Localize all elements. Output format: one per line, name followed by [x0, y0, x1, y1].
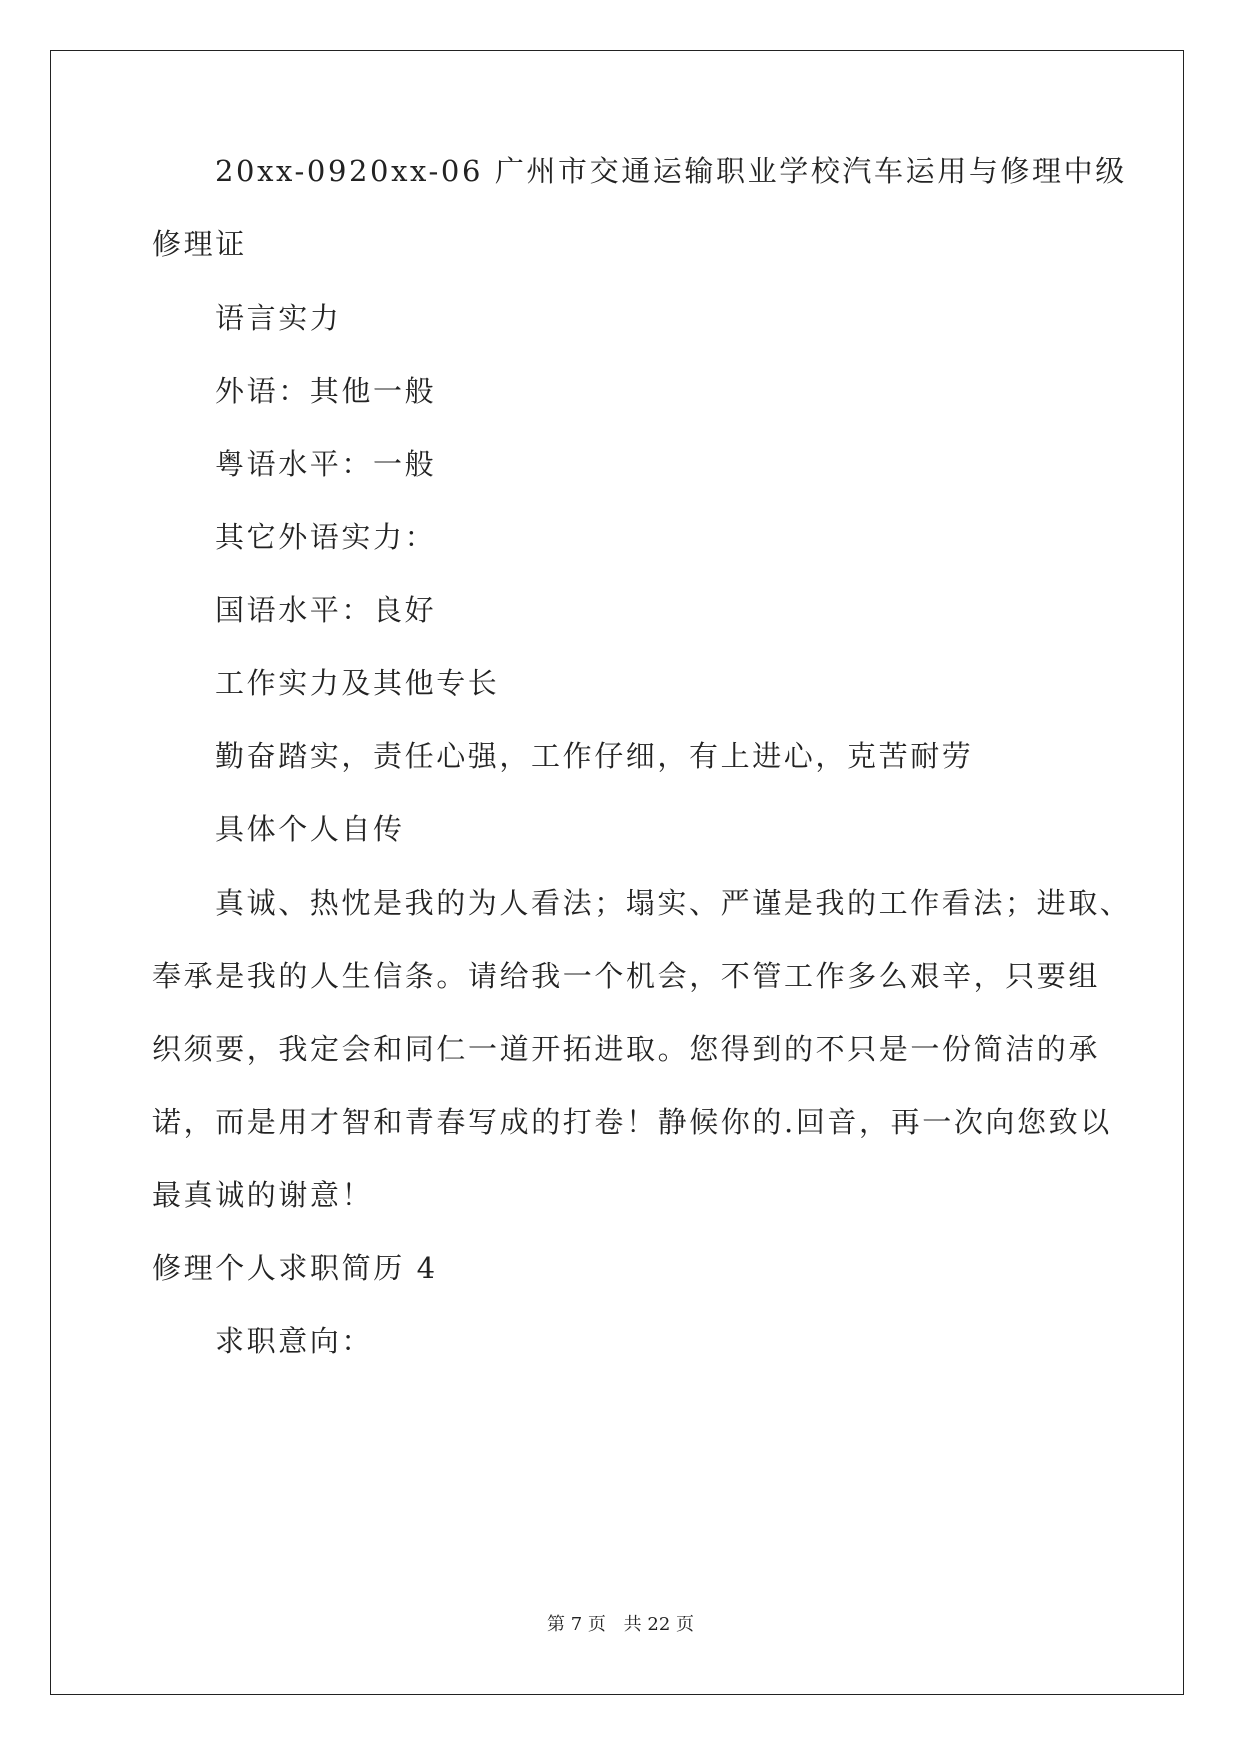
- text-line: 粤语水平：一般: [215, 447, 437, 481]
- page-total: 共 22 页: [623, 1614, 694, 1635]
- document-subtitle: 修理个人求职简历 4: [152, 1251, 438, 1285]
- page-border: [50, 50, 1184, 1695]
- text-line: 织须要，我定会和同仁一道开拓进取。您得到的不只是一份简洁的承: [152, 1032, 1101, 1066]
- text-line: 国语水平：良好: [215, 593, 437, 627]
- text-line: 求职意向：: [215, 1324, 374, 1358]
- section-heading: 工作实力及其他专长: [215, 666, 500, 700]
- section-heading: 语言实力: [215, 301, 342, 335]
- text-line: 勤奋踏实，责任心强，工作仔细，有上进心，克苦耐劳: [215, 739, 974, 773]
- text-line: 最真诚的谢意！: [152, 1178, 374, 1212]
- text-line: 奉承是我的人生信条。请给我一个机会，不管工作多么艰辛，只要组: [152, 959, 1101, 993]
- text-line: 诺，而是用才智和青春写成的打卷！静候你的.回音，再一次向您致以: [152, 1105, 1112, 1139]
- text-line: 真诚、热忱是我的为人看法；塌实、严谨是我的工作看法；进取、: [215, 886, 1132, 920]
- text-line: 修理证: [152, 227, 247, 261]
- text-line: 其它外语实力：: [215, 520, 437, 554]
- text-line: 外语：其他一般: [215, 374, 437, 408]
- section-heading: 具体个人自传: [215, 812, 405, 846]
- page-number: 第 7 页: [547, 1614, 606, 1635]
- text-line: 20xx-0920xx-06 广州市交通运输职业学校汽车运用与修理中级: [215, 154, 1127, 188]
- page-footer: [0, 1610, 1241, 1636]
